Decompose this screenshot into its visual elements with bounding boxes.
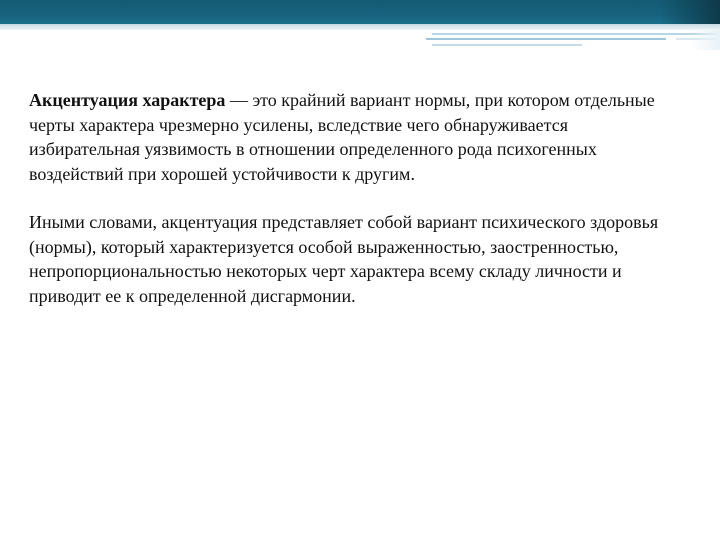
explanation-paragraph: [29, 210, 669, 308]
decorative-stripe: [432, 44, 582, 46]
decorative-accent: [690, 30, 720, 50]
header-band: [0, 0, 720, 24]
decorative-stripe: [426, 38, 666, 40]
definition-text: — это крайний вариант нормы, при котором отдельные черты характера чрезмерно усилены, вследствие чего обнаруживается избирательная уязвимость в отношении определенного рода психогенных воздействий при хорошей устойчивости к другим.: [29, 90, 655, 184]
header-dark-tail: [660, 0, 720, 24]
header-shadow: [0, 24, 720, 30]
slide-body: [29, 88, 669, 308]
explanation-text: Иными словами, акцентуация представляет собой вариант психического здоровья (нормы), который характеризуется особой выраженностью, заостренностью, непропорциональностью некоторых черт характера всему складу личности и приводит ее к определенной дисгармонии.: [29, 212, 659, 306]
definition-term: Акцентуация характера: [29, 90, 226, 110]
definition-paragraph: [29, 88, 669, 186]
decorative-stripe: [432, 33, 720, 35]
